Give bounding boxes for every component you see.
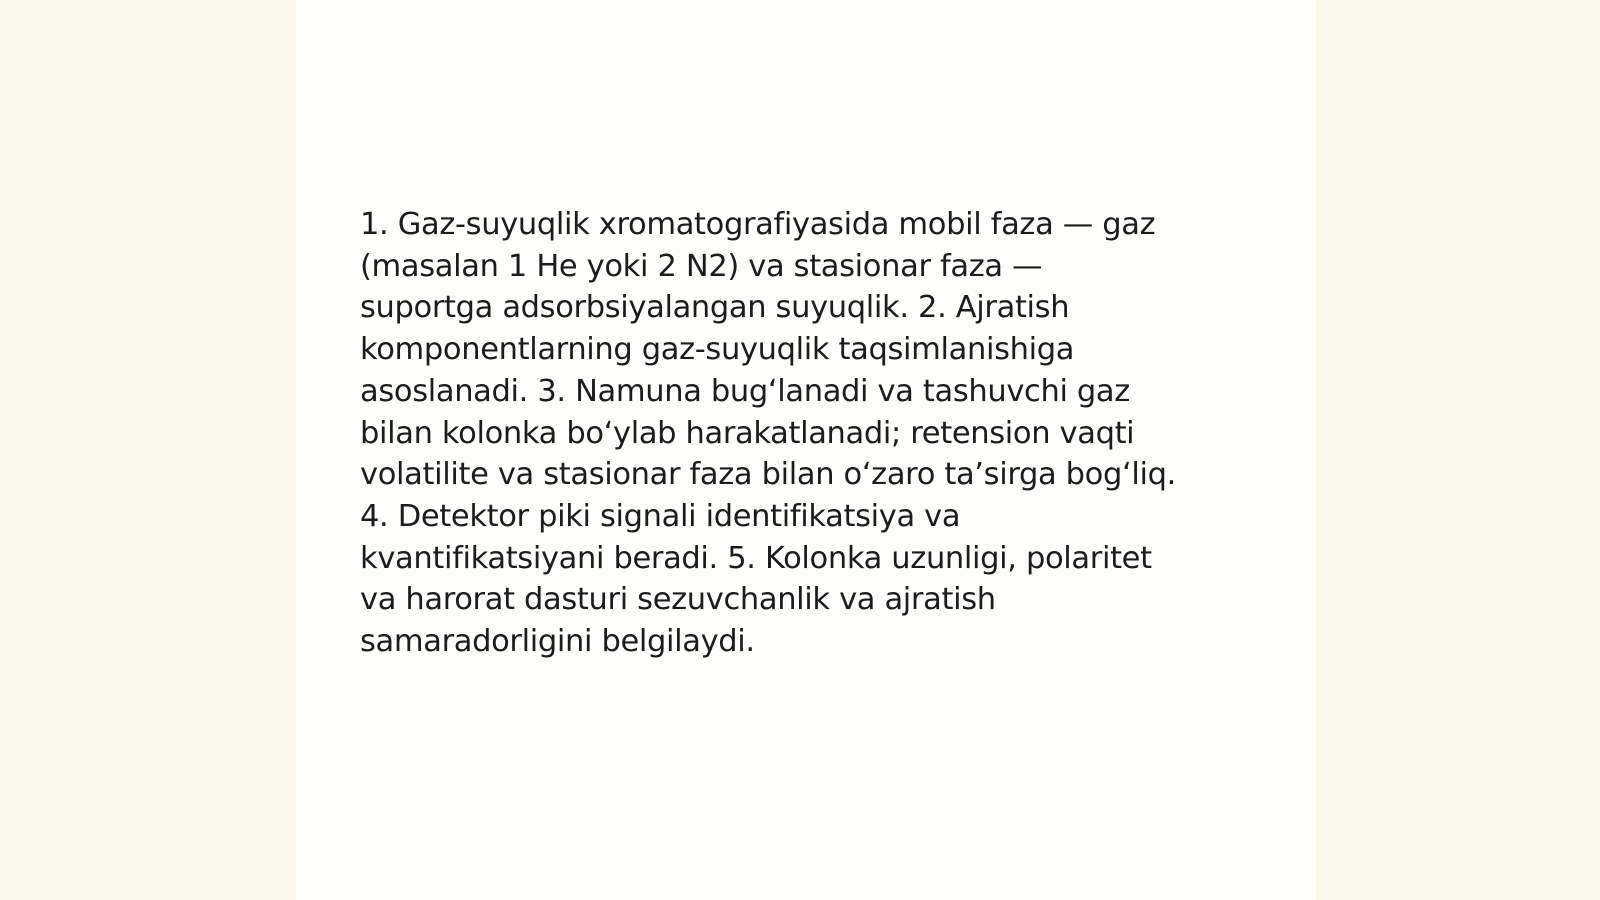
document-page — [296, 0, 1316, 900]
text-line: suportga adsorbsiyalangan suyuqlik. 2. Ajratish — [360, 290, 1070, 326]
text-line: asoslanadi. 3. Namuna bugʻlanadi va tashuvchi gaz — [360, 373, 1130, 409]
body-paragraph — [360, 204, 1260, 663]
text-line: volatilite va stasionar faza bilan oʻzaro taʼsirga bogʻliq. — [360, 457, 1176, 493]
text-line: samaradorligini belgilaydi. — [360, 624, 755, 660]
text-line: 1. Gaz-suyuqlik xromatografiyasida mobil faza — gaz — [360, 207, 1156, 242]
text-line: kvantifikatsiyani beradi. 5. Kolonka uzunligi, polaritet — [360, 540, 1152, 576]
text-line: va harorat dasturi sezuvchanlik va ajratish — [360, 582, 996, 618]
text-line: bilan kolonka boʻylab harakatlanadi; retension vaqti — [360, 415, 1135, 451]
text-line: komponentlarning gaz-suyuqlik taqsimlanishiga — [360, 332, 1075, 368]
text-line: 4. Detektor piki signali identifikatsiya va — [360, 498, 961, 534]
text-line: (masalan 1 He yoki 2 N2) va stasionar faza — — [360, 248, 1043, 284]
